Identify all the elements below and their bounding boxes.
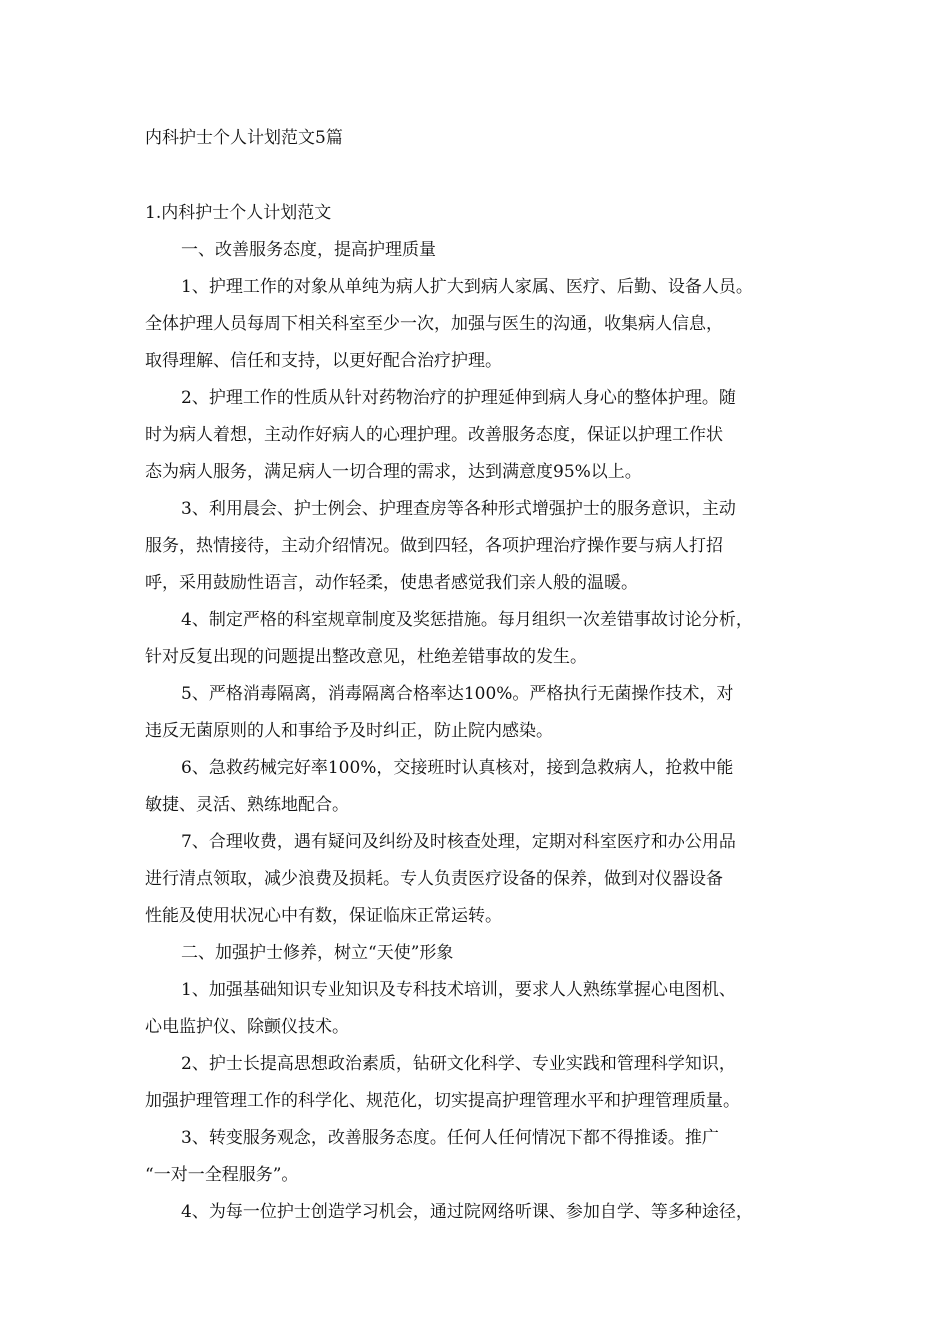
paragraph-line: 服务，热情接待，主动介绍情况。做到四轻，各项护理治疗操作要与病人打招 xyxy=(145,536,723,556)
paragraph xyxy=(145,750,809,824)
paragraph-line: 3、利用晨会、护士例会、护理查房等各种形式增强护士的服务意识，主动 xyxy=(181,499,736,519)
paragraph-line: 时为病人着想，主动作好病人的心理护理。改善服务态度，保证以护理工作状 xyxy=(145,425,723,445)
paragraph-line: 4、为每一位护士创造学习机会，通过院网络听课、参加自学、等多种途径， xyxy=(181,1202,753,1222)
paragraph-line: 性能及使用状况心中有数，保证临床正常运转。 xyxy=(145,906,502,926)
paragraph xyxy=(145,269,809,380)
paragraph xyxy=(145,935,809,972)
paragraph-line: 5、严格消毒隔离，消毒隔离合格率达100%。严格执行无菌操作技术，对 xyxy=(181,684,734,704)
paragraph-line: 1、加强基础知识专业知识及专科技术培训，要求人人熟练掌握心电图机、 xyxy=(181,980,736,1000)
paragraph xyxy=(145,676,809,750)
section-heading: 1.内科护士个人计划范文 xyxy=(145,203,332,223)
paragraph-line: 2、护理工作的性质从针对药物治疗的护理延伸到病人身心的整体护理。随 xyxy=(181,388,736,408)
paragraph xyxy=(145,602,809,676)
paragraph-line: 一、改善服务态度，提高护理质量 xyxy=(181,240,436,260)
paragraph xyxy=(145,972,809,1046)
paragraph-line: 6、急救药械完好率100%，交接班时认真核对，接到急救病人，抢救中能 xyxy=(181,758,734,778)
paragraph-line: 针对反复出现的问题提出整改意见，杜绝差错事故的发生。 xyxy=(145,647,587,667)
paragraph-line: 二、加强护士修养，树立“天使”形象 xyxy=(181,943,454,963)
paragraph-line: 1、护理工作的对象从单纯为病人扩大到病人家属、医疗、后勤、设备人员。 xyxy=(181,277,753,297)
paragraph-line: 3、转变服务观念，改善服务态度。任何人任何情况下都不得推诿。推广 xyxy=(181,1128,719,1148)
paragraph-line: 取得理解、信任和支持，以更好配合治疗护理。 xyxy=(145,351,502,371)
paragraph xyxy=(145,1046,809,1120)
paragraph-line: 2、护士长提高思想政治素质，钻研文化科学、专业实践和管理科学知识， xyxy=(181,1054,736,1074)
paragraph-line: 心电监护仪、除颤仪技术。 xyxy=(145,1017,349,1037)
paragraph-line: 违反无菌原则的人和事给予及时纠正，防止院内感染。 xyxy=(145,721,553,741)
paragraph xyxy=(145,380,809,491)
paragraph-line: 全体护理人员每周下相关科室至少一次，加强与医生的沟通，收集病人信息， xyxy=(145,314,723,334)
paragraph-line: 7、合理收费，遇有疑问及纠纷及时核查处理，定期对科室医疗和办公用品 xyxy=(181,832,736,852)
paragraph-line: 进行清点领取，减少浪费及损耗。专人负责医疗设备的保养，做到对仪器设备 xyxy=(145,869,723,889)
document-body xyxy=(145,232,809,1231)
paragraph-line: “一对一全程服务”。 xyxy=(145,1165,299,1185)
paragraph xyxy=(145,1120,809,1194)
paragraph-line: 呼，采用鼓励性语言，动作轻柔，使患者感觉我们亲人般的温暖。 xyxy=(145,573,638,593)
paragraph xyxy=(145,1194,809,1231)
paragraph-line: 加强护理管理工作的科学化、规范化，切实提高护理管理水平和护理管理质量。 xyxy=(145,1091,740,1111)
paragraph xyxy=(145,824,809,935)
paragraph-line: 4、制定严格的科室规章制度及奖惩措施。每月组织一次差错事故讨论分析， xyxy=(181,610,753,630)
document-title: 内科护士个人计划范文5篇 xyxy=(145,128,343,148)
paragraph xyxy=(145,232,809,269)
paragraph-line: 态为病人服务，满足病人一切合理的需求，达到满意度95%以上。 xyxy=(145,462,642,482)
paragraph-line: 敏捷、灵活、熟练地配合。 xyxy=(145,795,349,815)
paragraph xyxy=(145,491,809,602)
